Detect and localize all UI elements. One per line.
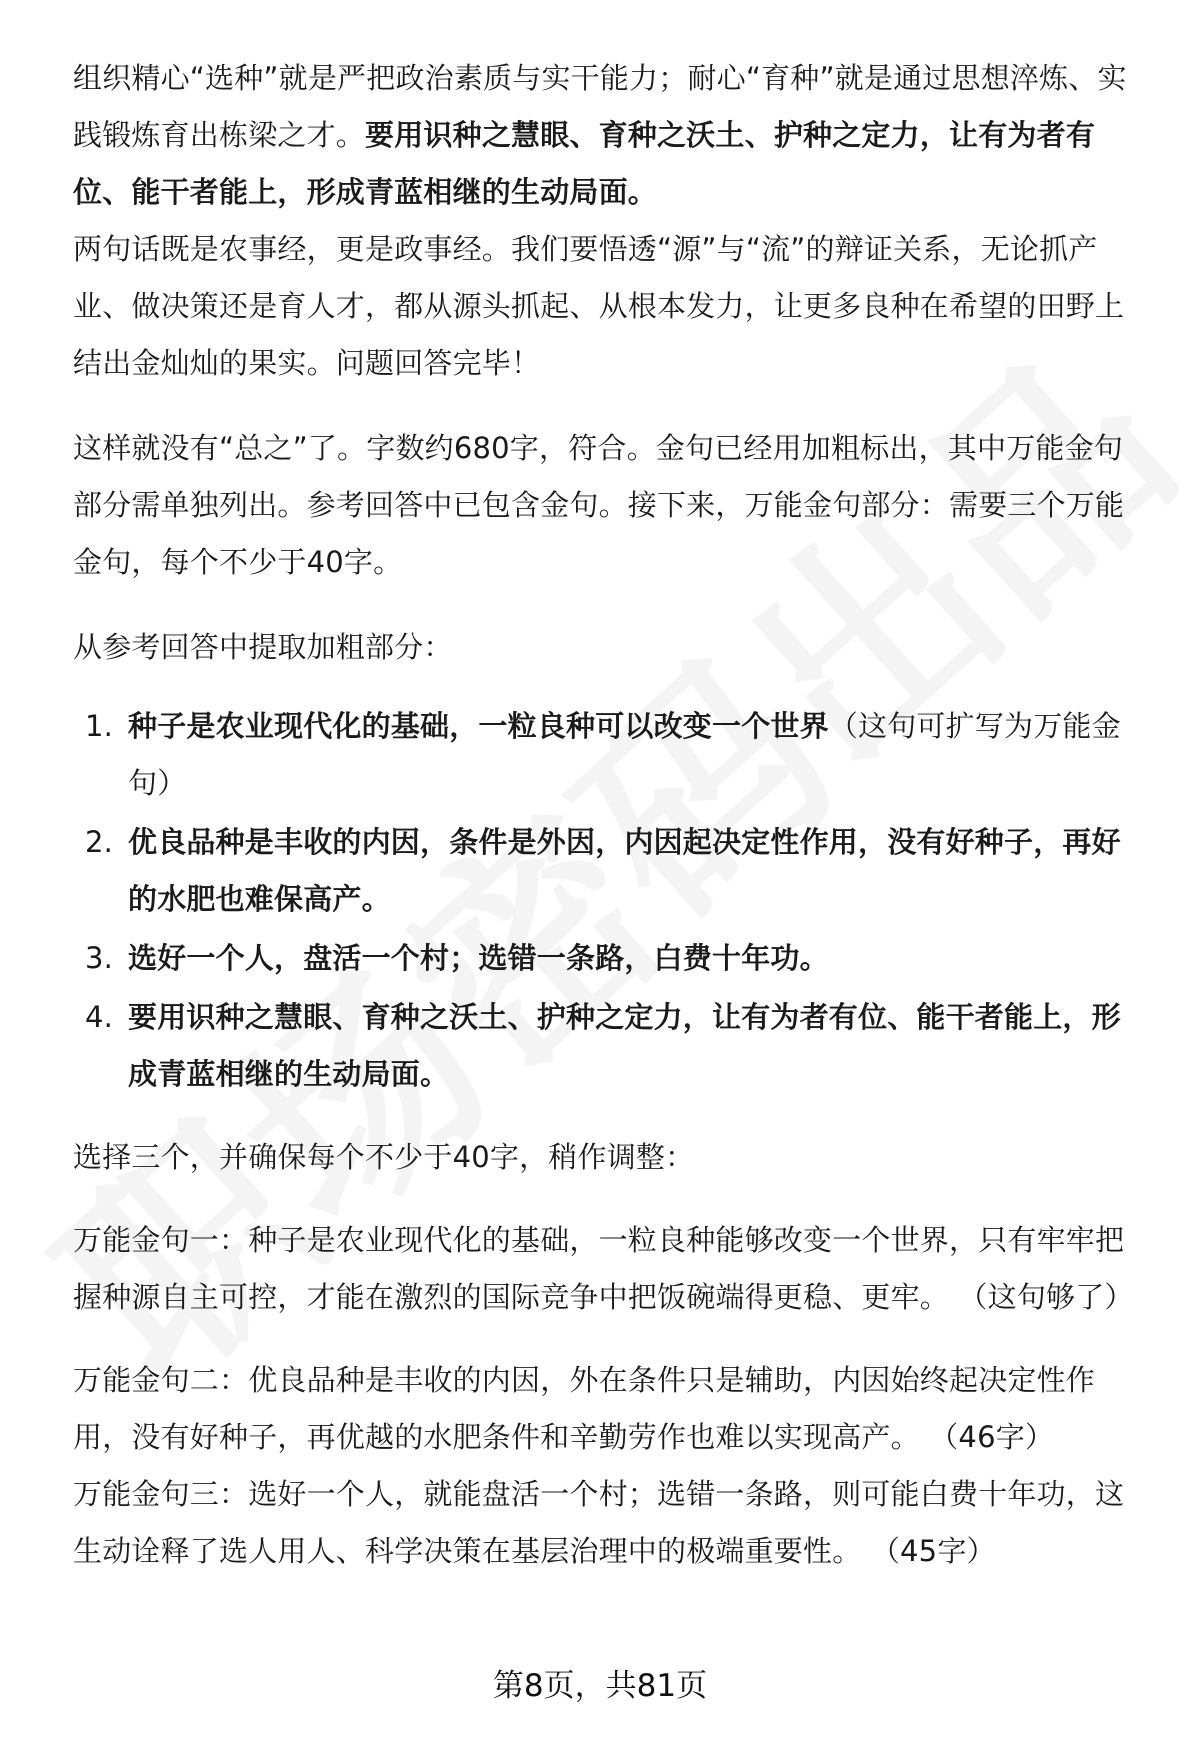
golden-sentence-2: 万能金句二：优良品种是丰收的内因，外在条件只是辅助，内因始终起决定性作用，没有好种子，再优越的水肥条件和辛勤劳作也难以实现高产。 （46字） [73,1363,1096,1454]
document-body [73,50,1143,1580]
list-item-number: 4. [85,1000,114,1034]
list-item-number: 2. [85,825,114,859]
golden-sentence-1: 万能金句一：种子是农业现代化的基础，一粒良种能够改变一个世界，只有牢牢把握种源自主可控，才能在激烈的国际竞争中把饭碗端得更稳、更牢。 （这句够了） [73,1223,1134,1314]
paragraph-4: 从参考回答中提取加粗部分： [73,630,453,664]
golden-sentence-3: 万能金句三：选好一个人，就能盘活一个村；选错一条路，则可能白费十年功，这生动诠释了选人用人、科学决策在基层治理中的极端重要性。 （45字） [73,1477,1125,1568]
list-item-bold: 种子是农业现代化的基础，一粒良种可以改变一个世界 [128,709,829,743]
list-item [73,930,1143,987]
paragraph-2: 两句话既是农事经，更是政事经。我们要悟透“源”与“流”的辩证关系，无论抓产业、做决策还是育人才，都从源头抓起、从根本发力，让更多良种在希望的田野上结出金灿灿的果实。问题回答完毕！ [73,232,1125,380]
paragraph-3: 这样就没有“总之”了。字数约680字，符合。金句已经用加粗标出，其中万能金句部分需单独列出。参考回答中已包含金句。接下来，万能金句部分：需要三个万能金句，每个不少于40字。 [73,431,1125,579]
paragraph-1 [73,50,1143,221]
page-number: 第8页，共81页 [492,1668,708,1704]
list-item [73,698,1143,812]
golden-sentence-list [73,698,1143,1103]
paragraph-5: 选择三个，并确保每个不少于40字，稍作调整： [73,1140,695,1174]
list-item [73,814,1143,928]
list-item [73,989,1143,1103]
list-item-number: 1. [85,709,114,743]
paragraph-1-bold: 要用识种之慧眼、育种之沃土、护种之定力，让有为者有位、能干者能上，形成青蓝相继的生动局面。 [73,118,1096,209]
list-item-number: 3. [85,941,114,975]
list-item-note: （这句可扩写为万能金句） [128,709,1121,800]
list-item-bold: 要用识种之慧眼、育种之沃土、护种之定力，让有为者有位、能干者能上，形成青蓝相继的生动局面。 [128,1000,1121,1091]
list-item-bold: 优良品种是丰收的内因，条件是外因，内因起决定性作用，没有好种子，再好的水肥也难保高产。 [128,825,1121,916]
paragraph-1-text: 组织精心“选种”就是严把政治素质与实干能力；耐心“育种”就是通过思想淬炼、实践锻炼育出栋梁之才。 [73,61,1127,152]
list-item-bold: 选好一个人，盘活一个村；选错一条路，白费十年功。 [128,941,829,975]
